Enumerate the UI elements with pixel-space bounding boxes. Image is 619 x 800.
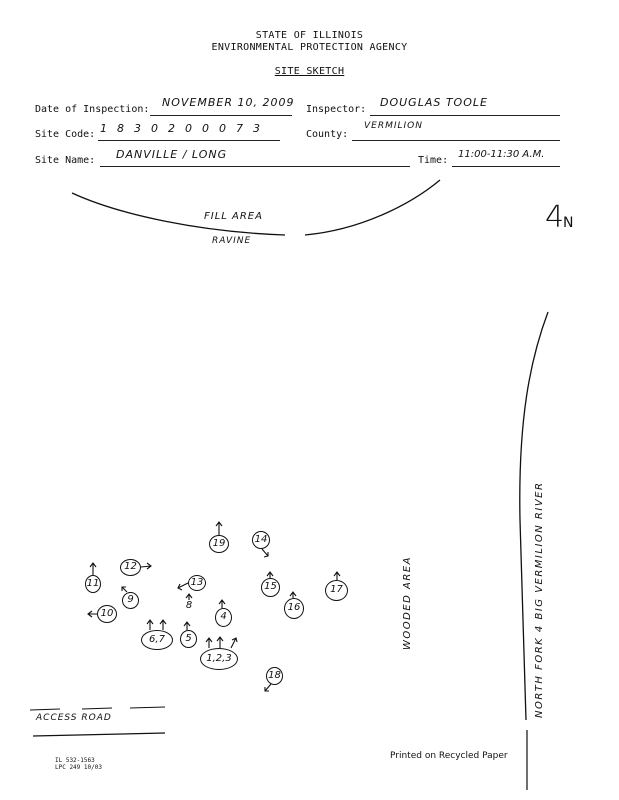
sample-marker-11: 11 [85, 575, 101, 593]
site-code-digit: 3 [134, 122, 142, 135]
agency-state-line: STATE OF ILLINOIS [255, 30, 364, 41]
sample-marker-17: 17 [325, 580, 348, 601]
site-code-digit: 0 [202, 122, 210, 135]
site-code-digit: 1 [100, 122, 108, 135]
river-label: NORTH FORK 4 BIG VERMILION RIVER [534, 481, 545, 718]
site-code-digit: 0 [219, 122, 227, 135]
site-code-digit: 7 [236, 122, 244, 135]
sample-marker-13: 13 [188, 575, 206, 591]
north-arrow-icon: 4 [545, 200, 565, 235]
form-number-2: LPC 249 10/03 [55, 764, 102, 771]
site-code-digit: 0 [151, 122, 159, 135]
sample-marker-12: 12 [120, 559, 141, 576]
sample-marker-5: 5 [180, 630, 197, 648]
site-name-value: DANVILLE / LONG [116, 148, 228, 161]
sample-marker-4: 4 [215, 608, 232, 627]
recycled-paper-note: Printed on Recycled Paper [390, 751, 508, 761]
site-code-digit: 3 [253, 122, 261, 135]
sample-marker-16: 16 [284, 598, 304, 619]
page-title: SITE SKETCH [274, 66, 345, 77]
date-value: NOVEMBER 10, 2009 [162, 96, 295, 109]
county-label: County: [306, 129, 349, 140]
sample-marker-1-2-3: 1,2,3 [200, 648, 238, 670]
time-label: Time: [418, 155, 449, 166]
sample-marker-15: 15 [261, 578, 280, 597]
sample-marker-9: 9 [122, 592, 139, 609]
agency-name-line: ENVIRONMENTAL PROTECTION AGENCY [211, 42, 408, 53]
site-code-digit: 2 [168, 122, 176, 135]
inspector-label: Inspector: [306, 104, 367, 115]
sample-marker-8: 8 [185, 600, 193, 611]
site-code-digit: 8 [117, 122, 125, 135]
inspector-value: DOUGLAS TOOLE [380, 96, 488, 109]
sample-marker-14: 14 [252, 531, 270, 549]
site-name-label: Site Name: [35, 155, 96, 166]
sample-marker-18: 18 [266, 667, 283, 685]
wooded-area-label: WOODED AREA [402, 556, 413, 650]
access-road-label: ACCESS ROAD [36, 713, 112, 723]
ravine-label: RAVINE [212, 236, 252, 246]
site-code-digit: 0 [185, 122, 193, 135]
form-number-1: IL 532-1563 [55, 757, 95, 764]
date-label: Date of Inspection: [35, 104, 150, 115]
sample-marker-6-7: 6,7 [141, 630, 173, 650]
sample-marker-19: 19 [209, 535, 229, 553]
north-label: N [563, 215, 574, 231]
fill-area-label: FILL AREA [204, 211, 263, 222]
site-code-label: Site Code: [35, 129, 96, 140]
sample-marker-10: 10 [97, 605, 117, 623]
time-value: 11:00-11:30 A.M. [458, 149, 545, 160]
county-value: VERMILION [364, 121, 424, 131]
